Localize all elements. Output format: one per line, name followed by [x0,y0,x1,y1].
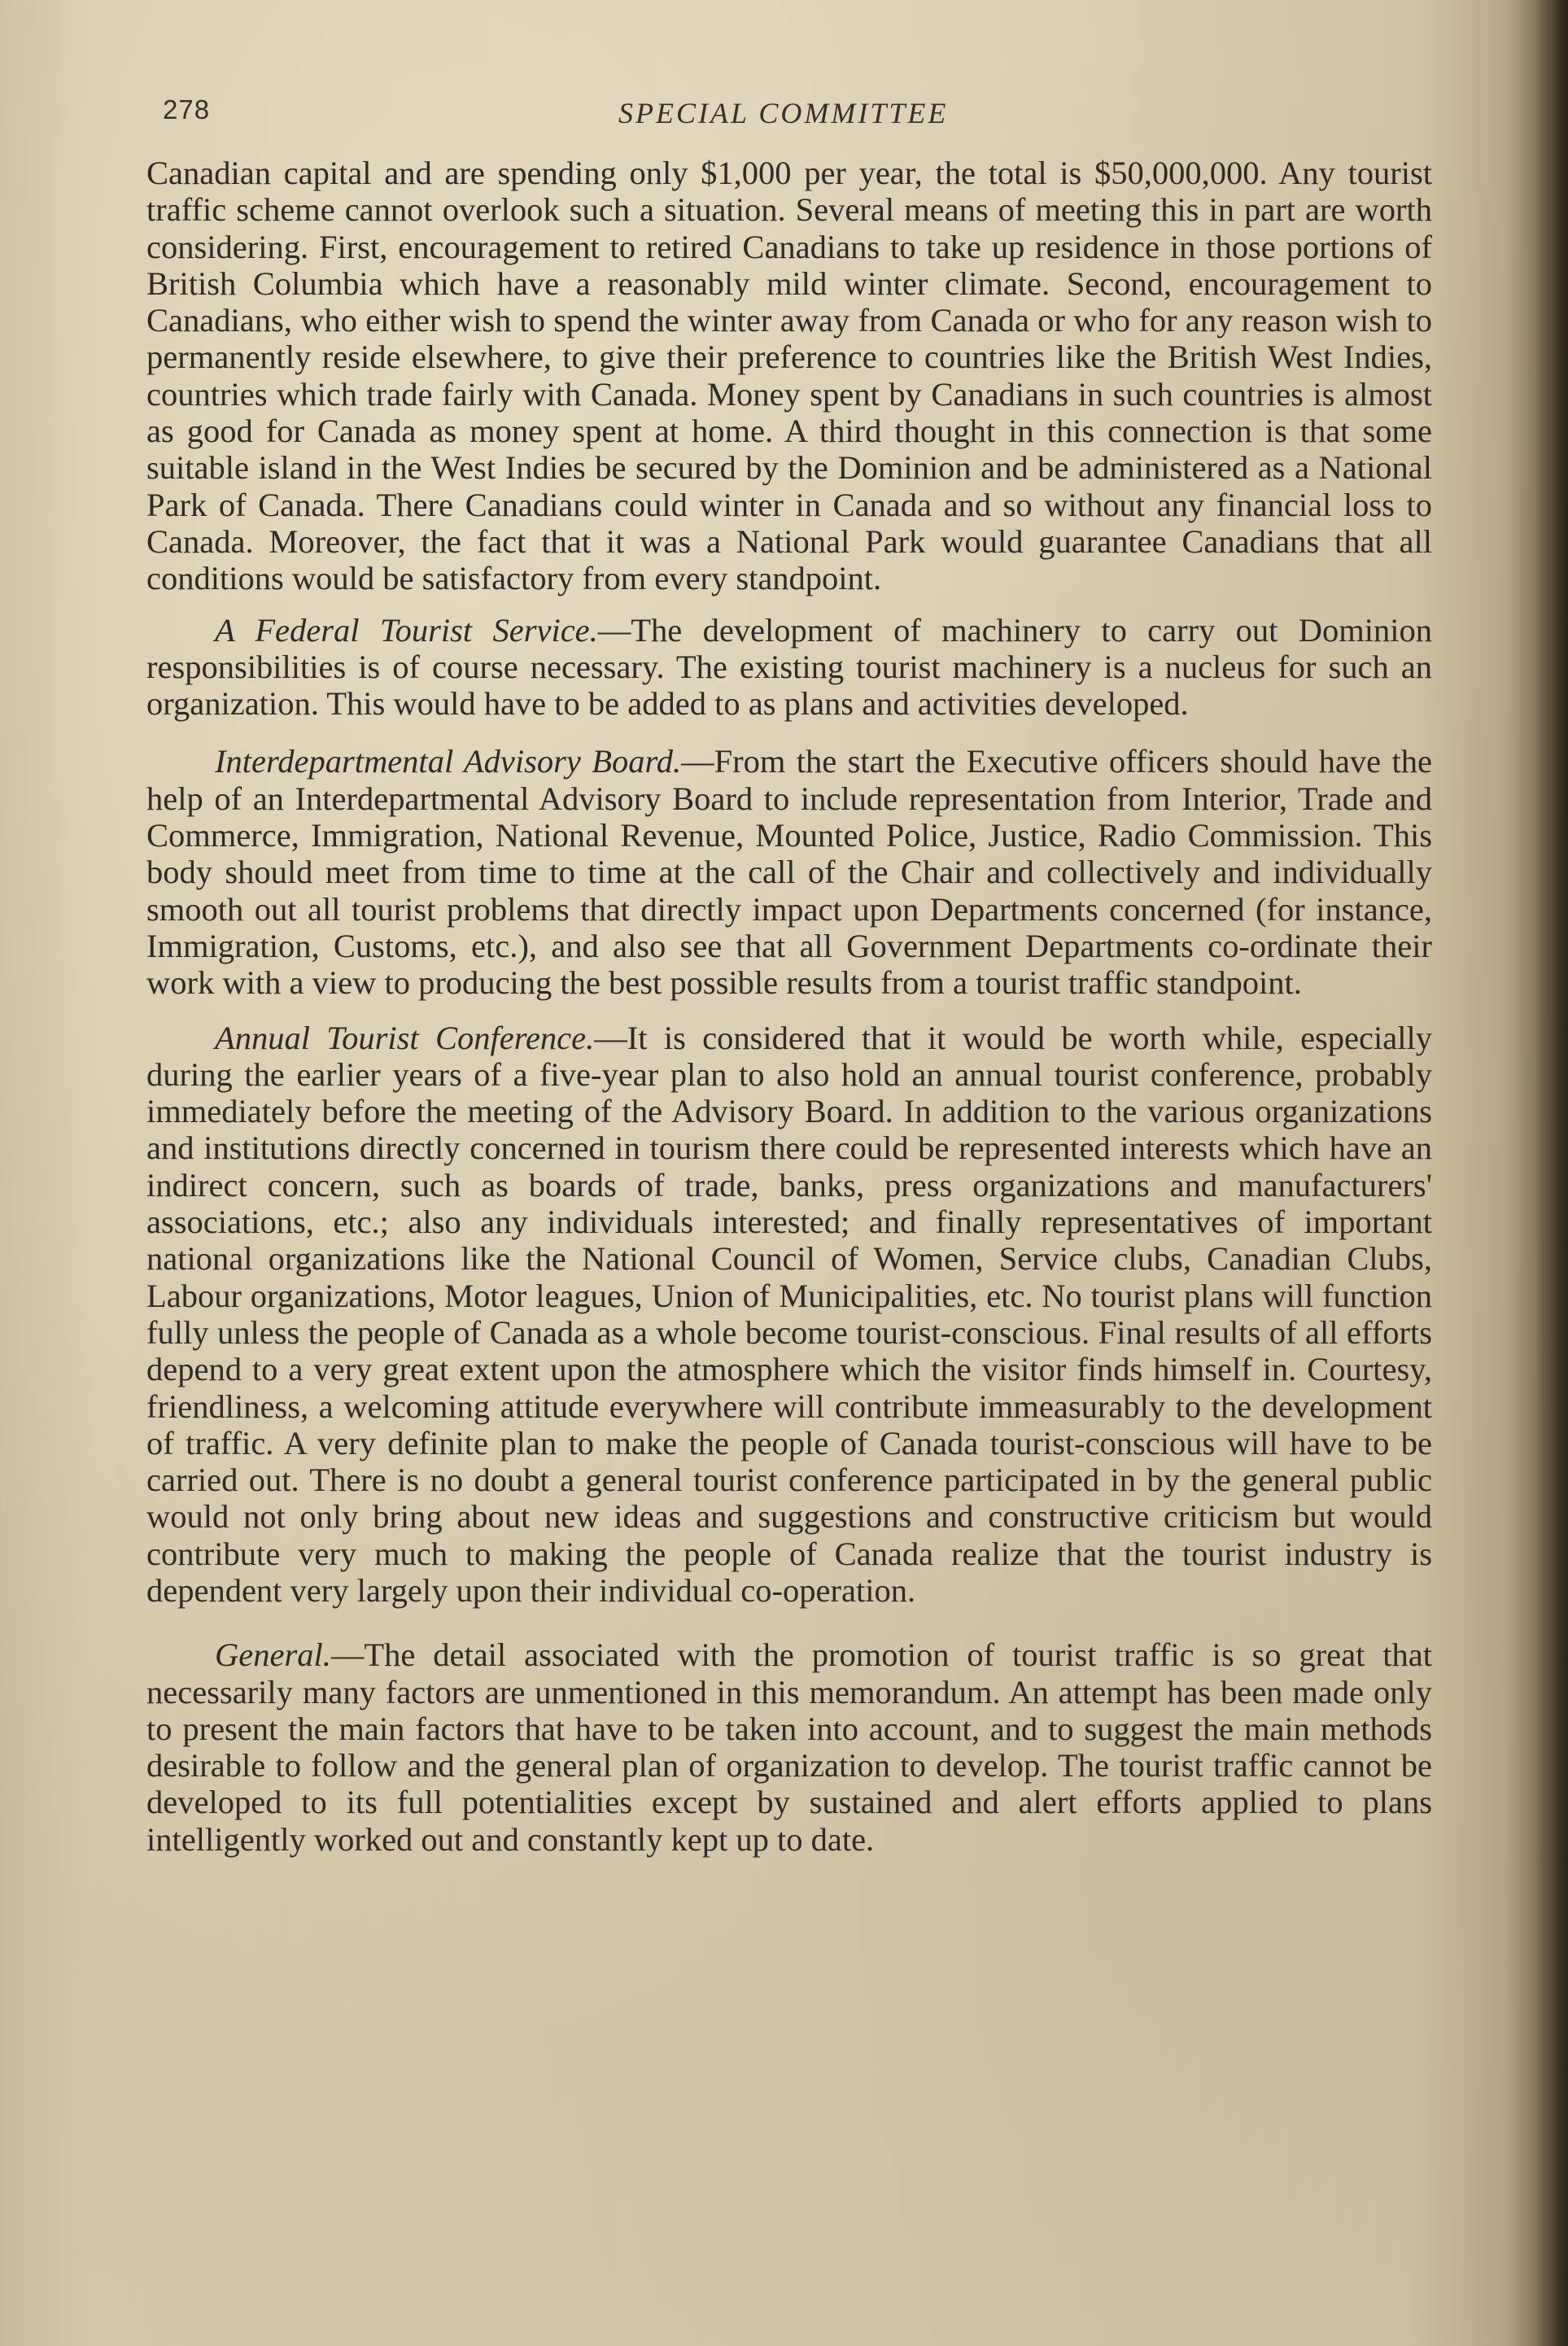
section-text-general: —The detail associated with the promotion of tourist traffic is so great that necessarily many factors are unmentioned in this memorandum. An attempt has been made only to present the main factors that have to be taken into account, and to suggest the main methods desirable to follow and the general plan of organization to develop. The tourist traffic cannot be developed to its full potentialities except by sustained and alert efforts applied to plans intelligently worked out and constantly kept up to date. [146,1636,1432,1858]
section-heading-interdepartmental-advisory-board: Interdepartmental Advisory Board. [215,743,682,780]
paragraph-interdepartmental-advisory-board [146,743,1432,1001]
paragraph-general [146,1636,1432,1858]
section-text-federal-tourist-service: —The development of machinery to carry out Dominion responsibilities is of course necessary. The existing tourist machinery is a nucleus for such an organization. This would have to be added to as plans and activities developed. [146,611,1432,723]
running-head: SPECIAL COMMITTEE [618,97,949,129]
section-text-interdepartmental-advisory-board: —From the start the Executive officers should have the help of an Interdepartmental Advisory Board to include representation from Interior, Trade and Commerce, Immigration, National Revenue, Mounted Police, Justice, Radio Commission. This body should meet from time to time at the call of the Chair and collectively and individually smooth out all tourist problems that directly impact upon Departments concerned (for instance, Immigration, Customs, etc.), and also see that all Government Departments co-ordinate their work with a view to producing the best possible results from a tourist traffic standpoint. [146,743,1432,1002]
paragraph-annual-tourist-conference [146,1020,1432,1610]
section-text-annual-tourist-conference: —It is considered that it would be worth while, especially during the earlier years of a five-year plan to also hold an annual tourist conference, probably immediately before the meeting of the Advisory Board. In addition to the various organizations and institutions directly concerned in tourism there could be represented interests which have an indirect concern, such as boards of trade, banks, press organizations and manufacturers' associations, etc.; also any individuals interested; and finally representatives of important national organizations like the National Council of Women, Service clubs, Canadian Clubs, Labour organizations, Motor leagues, Union of Municipalities, etc. No tourist plans will function fully unless the people of Canada as a whole become tourist-conscious. Final results of all efforts depend to a very great extent upon the atmosphere which the visitor finds himself in. Courtesy, friendliness, a welcoming attitude everywhere will contribute immeasurably to the development of traffic. A very definite plan to make the people of Canada tourist-conscious will have to be carried out. There is no doubt a general tourist conference participated in by the general public would not only bring about new ideas and suggestions and constructive criticism but would contribute very much to making the people of Canada realize that the tourist industry is dependent very largely upon their individual co-operation. [146,1019,1432,1609]
section-heading-federal-tourist-service: A Federal Tourist Service. [215,611,598,649]
section-heading-general: General. [215,1636,331,1674]
page-number: 278 [163,94,211,125]
paragraph-intro: Canadian capital and are spending only $1,000 per year, the total is $50,000,000. Any tourist traffic scheme cannot overlook such a situation. Several means of meeting this in part are worth considering. First, encouragement to retired Canadians to take up residence in those portions of British Columbia which have a reasonably mild winter climate. Second, encouragement to Canadians, who either wish to spend the winter away from Canada or who for any reason wish to permanently reside elsewhere, to give their preference to countries like the British West Indies, countries which trade fairly with Canada. Money spent by Canadians in such countries is almost as good for Canada as money spent at home. A third thought in this connection is that some suitable island in the West Indies be secured by the Dominion and be administered as a National Park of Canada. There Canadians could winter in Canada and so without any financial loss to Canada. Moreover, the fact that it was a National Park would guarantee Canadians that all conditions would be satisfactory from every standpoint. [146,155,1432,597]
section-heading-annual-tourist-conference: Annual Tourist Conference. [215,1019,595,1056]
body-text [146,155,1432,1858]
page-header [163,94,1432,140]
paragraph-federal-tourist-service [146,612,1432,723]
book-spine-shadow [1535,0,1568,2346]
